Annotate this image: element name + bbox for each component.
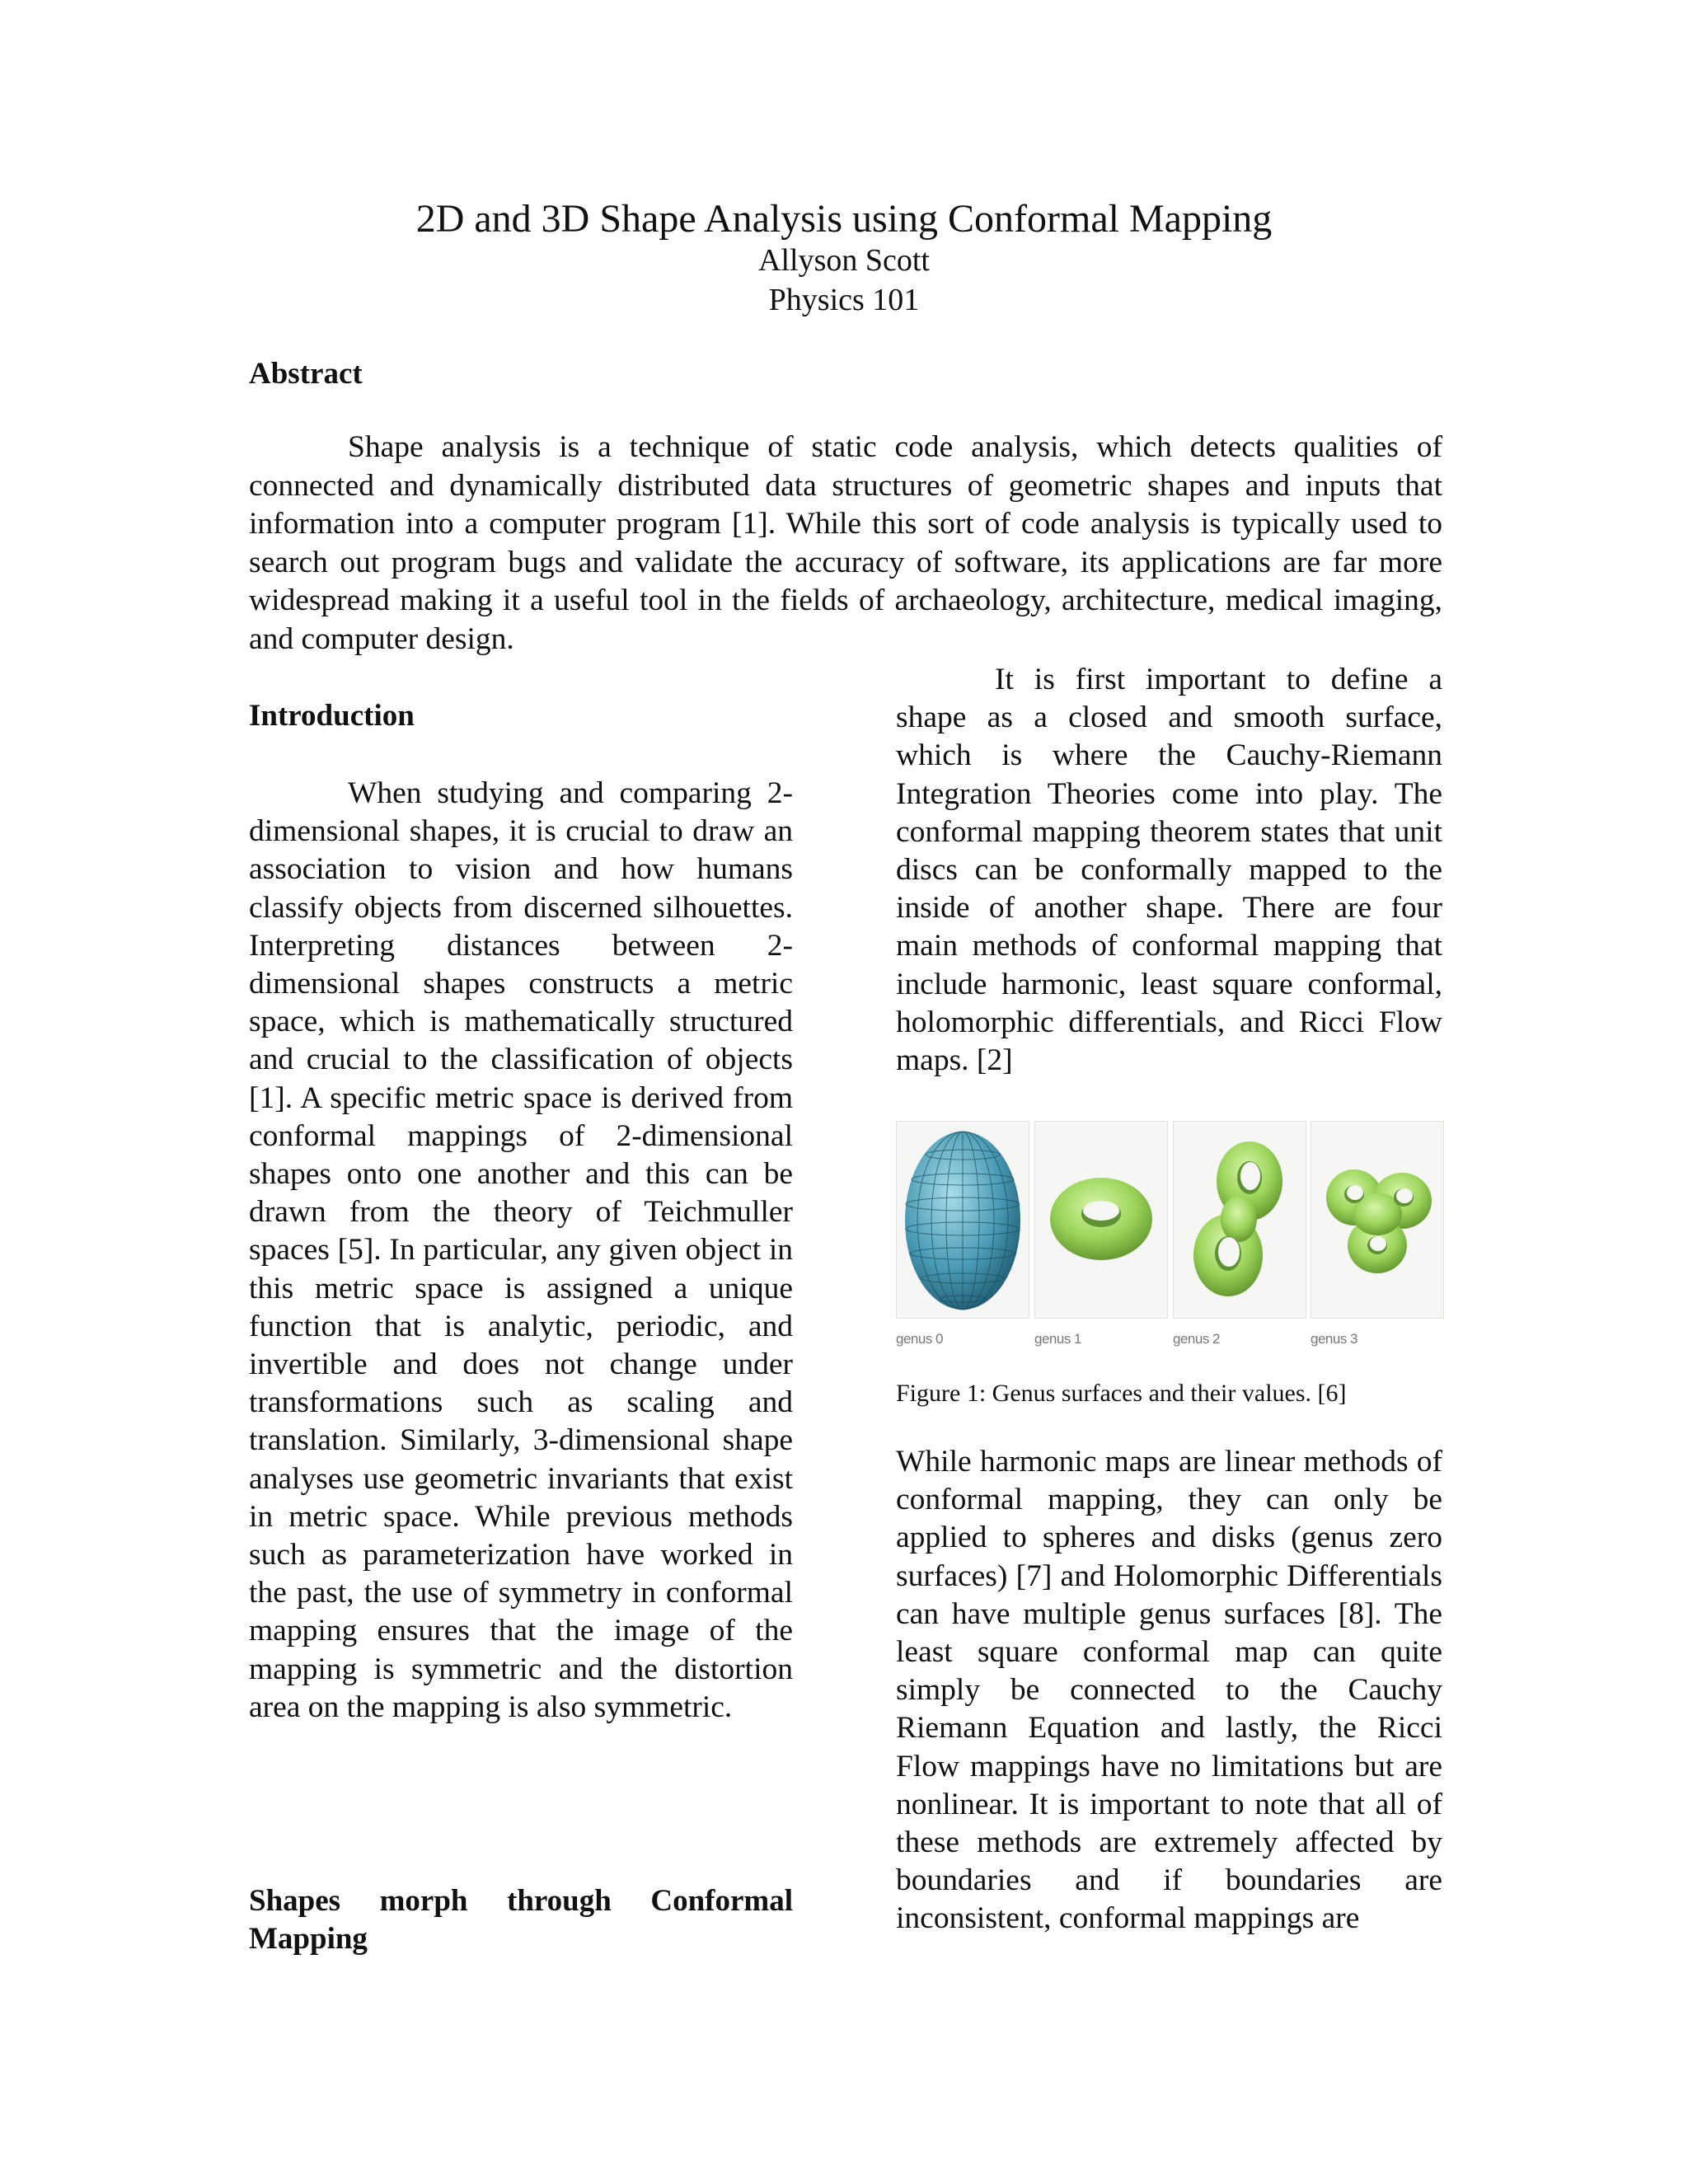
introduction-text: When studying and comparing 2-dimensional shapes, it is crucial to draw an association to vision and how humans classify objects from discerned silhouettes. Interpreting distances between 2-dimensional shapes constructs a metric space, which is mathematically structured and crucial to the classification of objects [1]. A specific metric space is derived from conformal mappings of 2-dimensional shapes onto one another and this can be drawn from the theory of Teichmuller spaces [5]. In particular, any given object in this metric space is assigned a unique function that is analytic, periodic, and invertible and does not change under transformations such as scaling and translation. Similarly, 3-dimensional shape analyses use geometric invariants that exist in metric space. While previous methods such as parameterization have worked in the past, the use of symmetry in conformal mapping ensures that the image of the mapping is symmetric and the distortion area on the mapping is also symmetric.: [249, 776, 793, 1724]
figure-caption: Figure 1: Genus surfaces and their values. [6]: [896, 1380, 1347, 1407]
double-torus-icon: [1174, 1122, 1306, 1318]
right-column: [896, 661, 1442, 1080]
shapes-heading-line1: Shapes morph through Conformal: [249, 1884, 793, 1918]
course-name: Physics 101: [768, 283, 920, 317]
genus-3-label: genus 3: [1311, 1331, 1357, 1347]
torus-icon: [1035, 1122, 1167, 1318]
genus-figure: [896, 1121, 1442, 1368]
genus-1-panel: [1034, 1121, 1168, 1319]
abstract-text: Shape analysis is a technique of static code analysis, which detects qualities of connected and dynamically distributed data structures of geometric shapes and inputs that information into a computer program [1]. While this sort of code analysis is typically used to search out program bugs and validate the accuracy of software, its applications are far more widespread making it a useful tool in the fields of archaeology, architecture, medical imaging, and computer design.: [249, 430, 1442, 656]
left-column: [249, 697, 793, 1727]
sphere-icon: [897, 1122, 1029, 1318]
genus-0-panel: [896, 1121, 1029, 1319]
genus-2-panel: [1173, 1121, 1306, 1319]
triple-torus-icon: [1311, 1122, 1443, 1318]
introduction-heading: Introduction: [249, 699, 415, 733]
right-column-paragraph-1: It is first important to define a shape as a closed and smooth surface, which is where the Cauchy-Riemann Integration Theories come into play. The conformal mapping theorem states that unit discs can be conformally mapped to the inside of another shape. There are four main methods of conformal mapping that include harmonic, least square conformal, holomorphic differentials, and Ricci Flow maps. [2]: [896, 663, 1442, 1078]
genus-2-label: genus 2: [1173, 1331, 1220, 1347]
genus-0-label: genus 0: [896, 1331, 943, 1347]
genus-3-panel: [1311, 1121, 1444, 1319]
genus-1-label: genus 1: [1034, 1331, 1081, 1347]
shapes-heading-line2: Mapping: [249, 1922, 368, 1956]
shapes-section-heading: [249, 1882, 793, 1958]
right-column-lower: [896, 1443, 1442, 1938]
right-column-paragraph-2: While harmonic maps are linear methods of conformal mapping, they can only be applied to spheres and disks (genus zero surfaces) [7] and Holomorphic Differentials can have multiple genus surfaces [8]. The least square conformal map can quite simply be connected to the Cauchy Riemann Equation and lastly, the Ricci Flow mappings have no limitations but are nonlinear. It is important to note that all of these methods are extremely affected by boundaries and if boundaries are inconsistent, conformal mappings are: [896, 1445, 1442, 1936]
paper-title: 2D and 3D Shape Analysis using Conformal Mapping: [415, 197, 1273, 241]
author-name: Allyson Scott: [758, 243, 930, 278]
abstract-heading: Abstract: [249, 357, 363, 391]
